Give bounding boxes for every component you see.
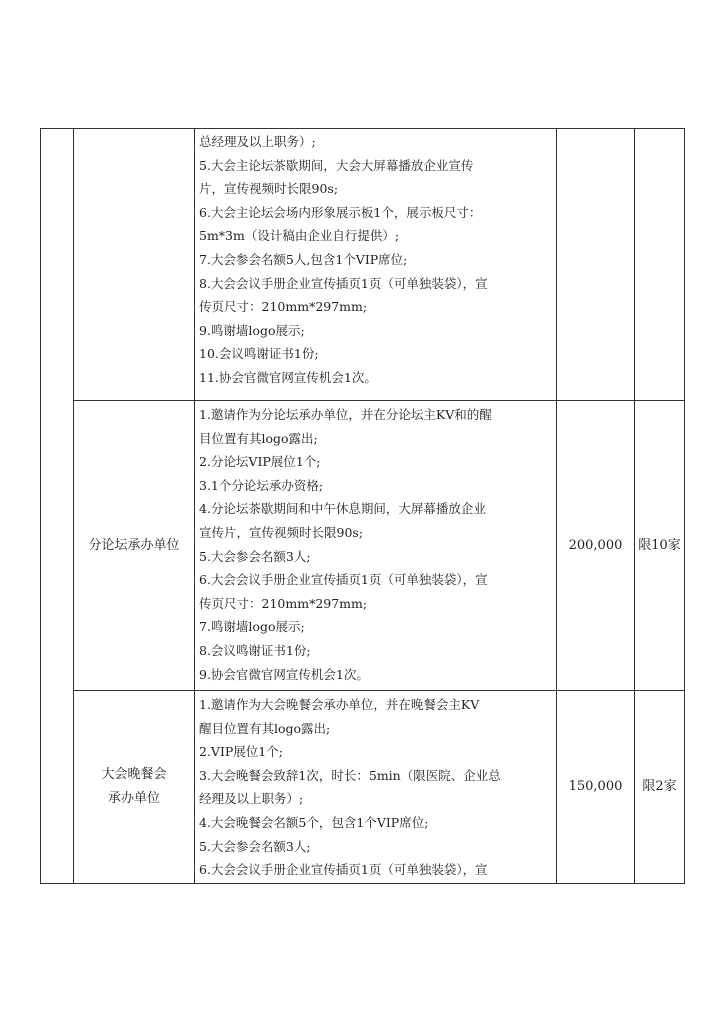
benefit-line: 7.鸣谢墙logo展示;	[199, 619, 305, 635]
benefit-line: 9.鸣谢墙logo展示;	[199, 322, 305, 338]
benefit-line: 6.大会主论坛会场内形象展示板1个，展示板尺寸：	[199, 204, 482, 220]
row3-limit	[635, 691, 684, 883]
benefit-line: 8.大会会议手册企业宣传插页1页（可单独装袋），宣	[199, 275, 488, 291]
benefit-line: 醒目位置有其logo露出;	[199, 720, 331, 736]
benefit-line: 5m*3m（设计稿由企业自行提供）;	[199, 228, 400, 244]
row2-price	[557, 401, 634, 690]
benefit-line: 6.大会会议手册企业宣传插页1页（可单独装袋），宣	[199, 572, 488, 588]
benefit-line: 3.大会晚餐会致辞1次，时长：5min（限医院、企业总	[199, 767, 501, 783]
table-border-top	[40, 128, 685, 129]
row3-package-name	[74, 691, 194, 883]
benefit-line: 7.大会参会名额5人,包含1个VIP席位;	[199, 251, 408, 267]
table-border-right	[684, 128, 685, 884]
price-value: 200,000	[568, 537, 623, 553]
table-border-left	[40, 128, 41, 884]
benefit-line: 1.邀请作为分论坛承办单位，并在分论坛主KV和的醒	[199, 407, 492, 422]
benefit-line: 片，宣传视频时长限90s;	[199, 181, 339, 197]
benefit-line: 11.协会官微官网宣传机会1次。	[199, 369, 377, 385]
benefit-line: 6.大会会议手册企业宣传插页1页（可单独装袋），宣	[199, 862, 488, 878]
package-name: 分论坛承办单位	[88, 537, 180, 553]
benefit-line: 宣传片，宣传视频时长限90s;	[199, 524, 364, 540]
benefit-line: 4.大会晚餐会名额5个，包含1个VIP席位;	[199, 814, 429, 830]
benefit-line: 传页尺寸：210mm*297mm;	[199, 595, 368, 611]
benefit-line: 5.大会参会名额3人;	[199, 838, 311, 854]
benefit-line: 9.协会官微官网宣传机会1次。	[199, 666, 369, 682]
row1-benefits	[199, 130, 551, 390]
package-name-line2: 承办单位	[107, 791, 160, 806]
row2-benefits	[199, 403, 551, 686]
table-border-col2	[194, 128, 195, 884]
benefit-line: 10.会议鸣谢证书1份;	[199, 346, 319, 362]
quota-limit: 限2家	[642, 779, 677, 794]
benefit-line: 2.VIP展位1个;	[199, 744, 283, 760]
row2-package-name	[74, 401, 194, 690]
benefit-line: 经理及以上职务）;	[199, 791, 304, 807]
benefit-line: 总经理及以上职务）;	[199, 134, 316, 149]
table-border-bottom	[40, 883, 685, 884]
benefit-line: 3.1个分论坛承办资格;	[199, 477, 324, 493]
quota-limit: 限10家	[638, 537, 681, 553]
benefit-line: 目位置有其logo露出;	[199, 430, 318, 446]
package-name-line1: 大会晚餐会	[101, 767, 167, 782]
benefit-line: 5.大会主论坛茶歇期间，大会大屏幕播放企业宣传	[199, 157, 474, 173]
benefit-line: 5.大会参会名额3人;	[199, 548, 311, 564]
benefit-line: 8.会议鸣谢证书1份;	[199, 642, 311, 658]
price-value: 150,000	[568, 779, 623, 794]
row3-price	[557, 691, 634, 883]
benefit-line: 4.分论坛茶歇期间和中午休息期间，大屏幕播放企业	[199, 501, 486, 517]
benefit-line: 2.分论坛VIP展位1个;	[199, 454, 321, 470]
row3-benefits	[199, 693, 551, 882]
benefit-line: 1.邀请作为大会晚餐会承办单位，并在晚餐会主KV	[199, 697, 480, 712]
benefit-line: 传页尺寸：210mm*297mm;	[199, 299, 368, 315]
row2-limit	[635, 401, 684, 690]
